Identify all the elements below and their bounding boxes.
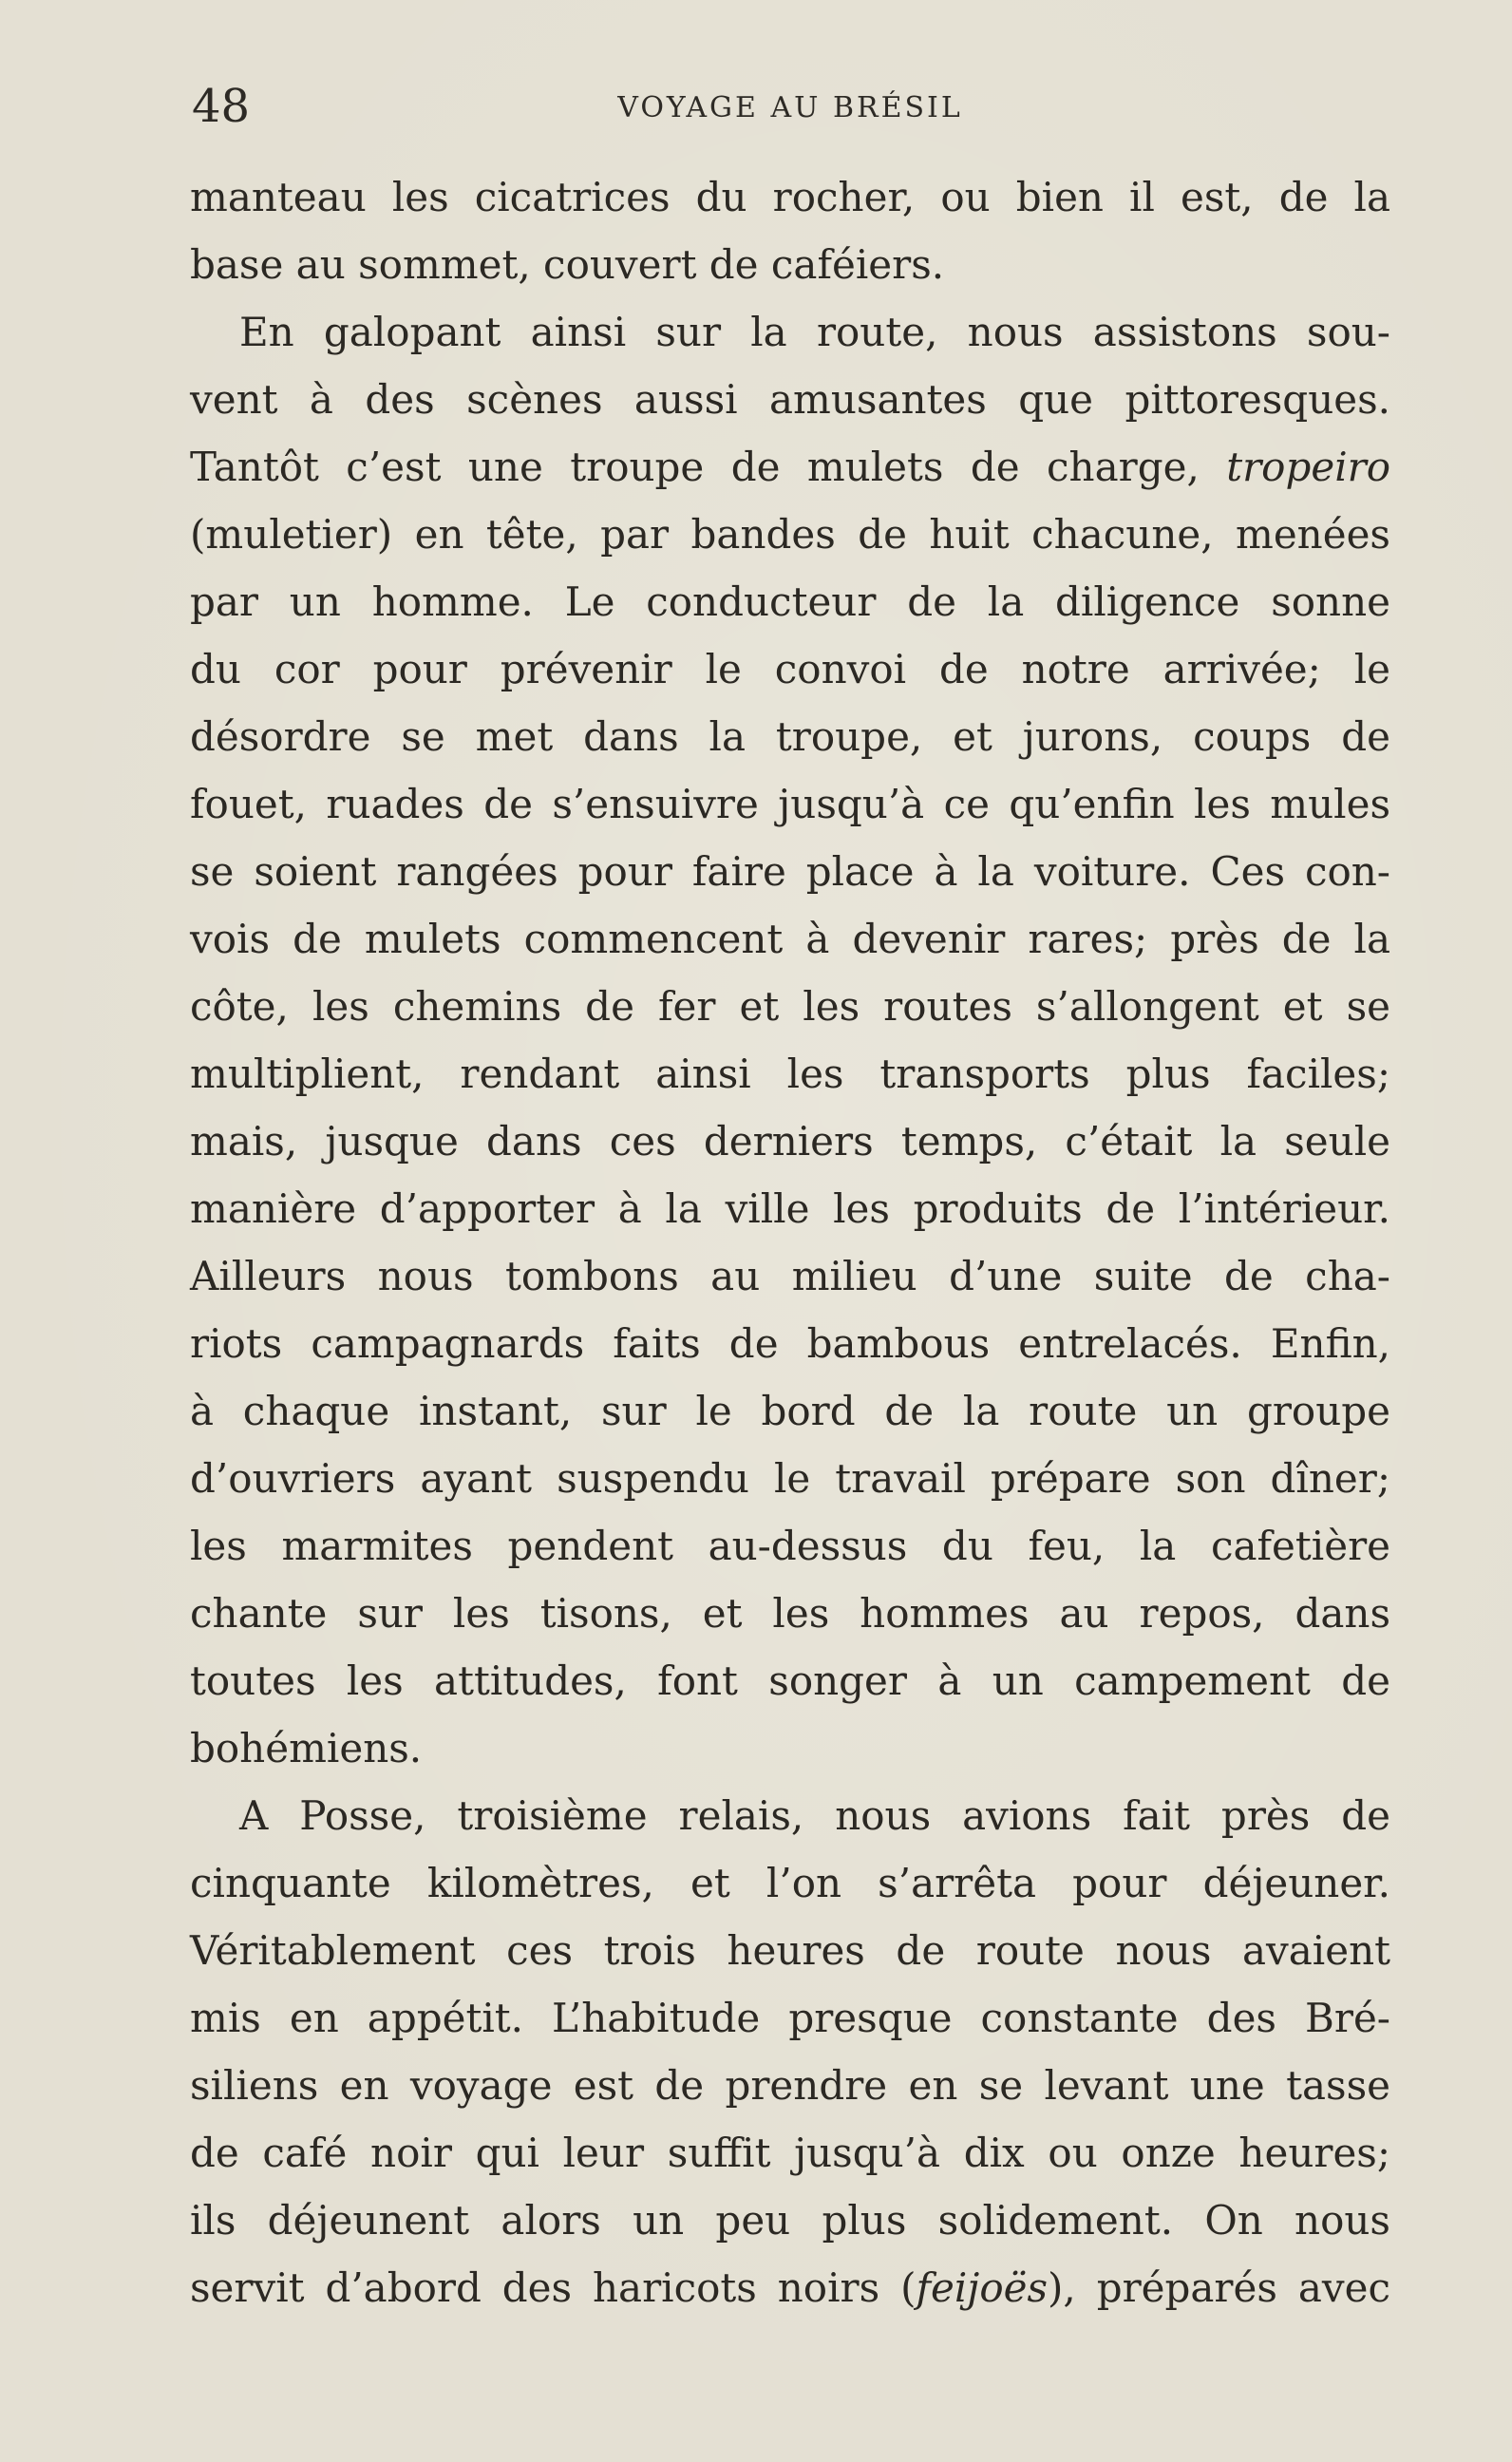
text-line: cinquante kilomètres, et l’on s’arrêta pour déjeuner. [190,1860,1390,1906]
text-line: fouet, ruades de s’ensuivre jusqu’à ce qu’enfin les mules [190,781,1390,827]
text-line: Ailleurs nous tombons au milieu d’une suite de cha- [190,1253,1390,1299]
text-line: désordre se met dans la troupe, et jurons, coups de [190,713,1390,760]
text-line: du cor pour prévenir le convoi de notre arrivée; le [190,646,1390,692]
text-line: siliens en voyage est de prendre en se levant une tasse [190,2062,1390,2109]
text-line: manteau les cicatrices du rocher, ou bien il est, de la [190,174,1390,220]
italic-term: tropeiro [1226,444,1390,490]
text-line [190,433,1390,501]
text-line: à chaque instant, sur le bord de la route un groupe [190,1388,1390,1434]
page-number: 48 [192,80,251,133]
text-line: mais, jusque dans ces derniers temps, c’était la seule [190,1118,1390,1165]
text-line: chante sur les tisons, et les hommes au repos, dans [190,1590,1390,1637]
body-text [190,163,1390,2321]
text-line: les marmites pendent au-dessus du feu, la cafetière [190,1523,1390,1569]
text-line: Véritablement ces trois heures de route nous avaient [190,1927,1390,1974]
line-segment: ), préparés avec [1048,2264,1390,2311]
text-line: A Posse, troisième relais, nous avions fait près de [239,1792,1390,1839]
text-line: riots campagnards faits de bambous entrelacés. Enfin, [190,1320,1390,1367]
line-segment: servit d’abord des haricots noirs ( [190,2264,917,2311]
text-line: vent à des scènes aussi amusantes que pittoresques. [190,376,1390,423]
text-line: d’ouvriers ayant suspendu le travail prépare son dîner; [190,1455,1390,1502]
text-line: se soient rangées pour faire place à la voiture. Ces con- [190,848,1390,895]
text-line [190,2254,1390,2321]
text-line: de café noir qui leur suffit jusqu’à dix ou onze heures; [190,2130,1390,2176]
text-line: bohémiens. [190,1725,423,1771]
running-title: VOYAGE AU BRÉSIL [617,91,963,124]
text-line: par un homme. Le conducteur de la diligence sonne [190,578,1390,625]
text-line: manière d’apporter à la ville les produits de l’intérieur. [190,1185,1390,1232]
line-segment: Tantôt c’est une troupe de mulets de charge, [190,444,1227,490]
text-line: toutes les attitudes, font songer à un campement de [190,1657,1390,1704]
text-line: base au sommet, couvert de caféiers. [190,241,945,288]
text-line: (muletier) en tête, par bandes de huit chacune, menées [190,511,1390,558]
text-line: mis en appétit. L’habitude presque constante des Bré- [190,1995,1390,2041]
text-line: côte, les chemins de fer et les routes s’allongent et se [190,983,1390,1030]
italic-term: feijoës [916,2264,1049,2311]
text-line: multiplient, rendant ainsi les transports plus faciles; [190,1051,1390,1097]
text-line: ils déjeunent alors un peu plus solidement. On nous [190,2197,1390,2244]
text-line: vois de mulets commencent à devenir rares; près de la [190,916,1390,962]
text-line: En galopant ainsi sur la route, nous assistons sou- [239,309,1390,355]
running-head [188,74,1392,142]
